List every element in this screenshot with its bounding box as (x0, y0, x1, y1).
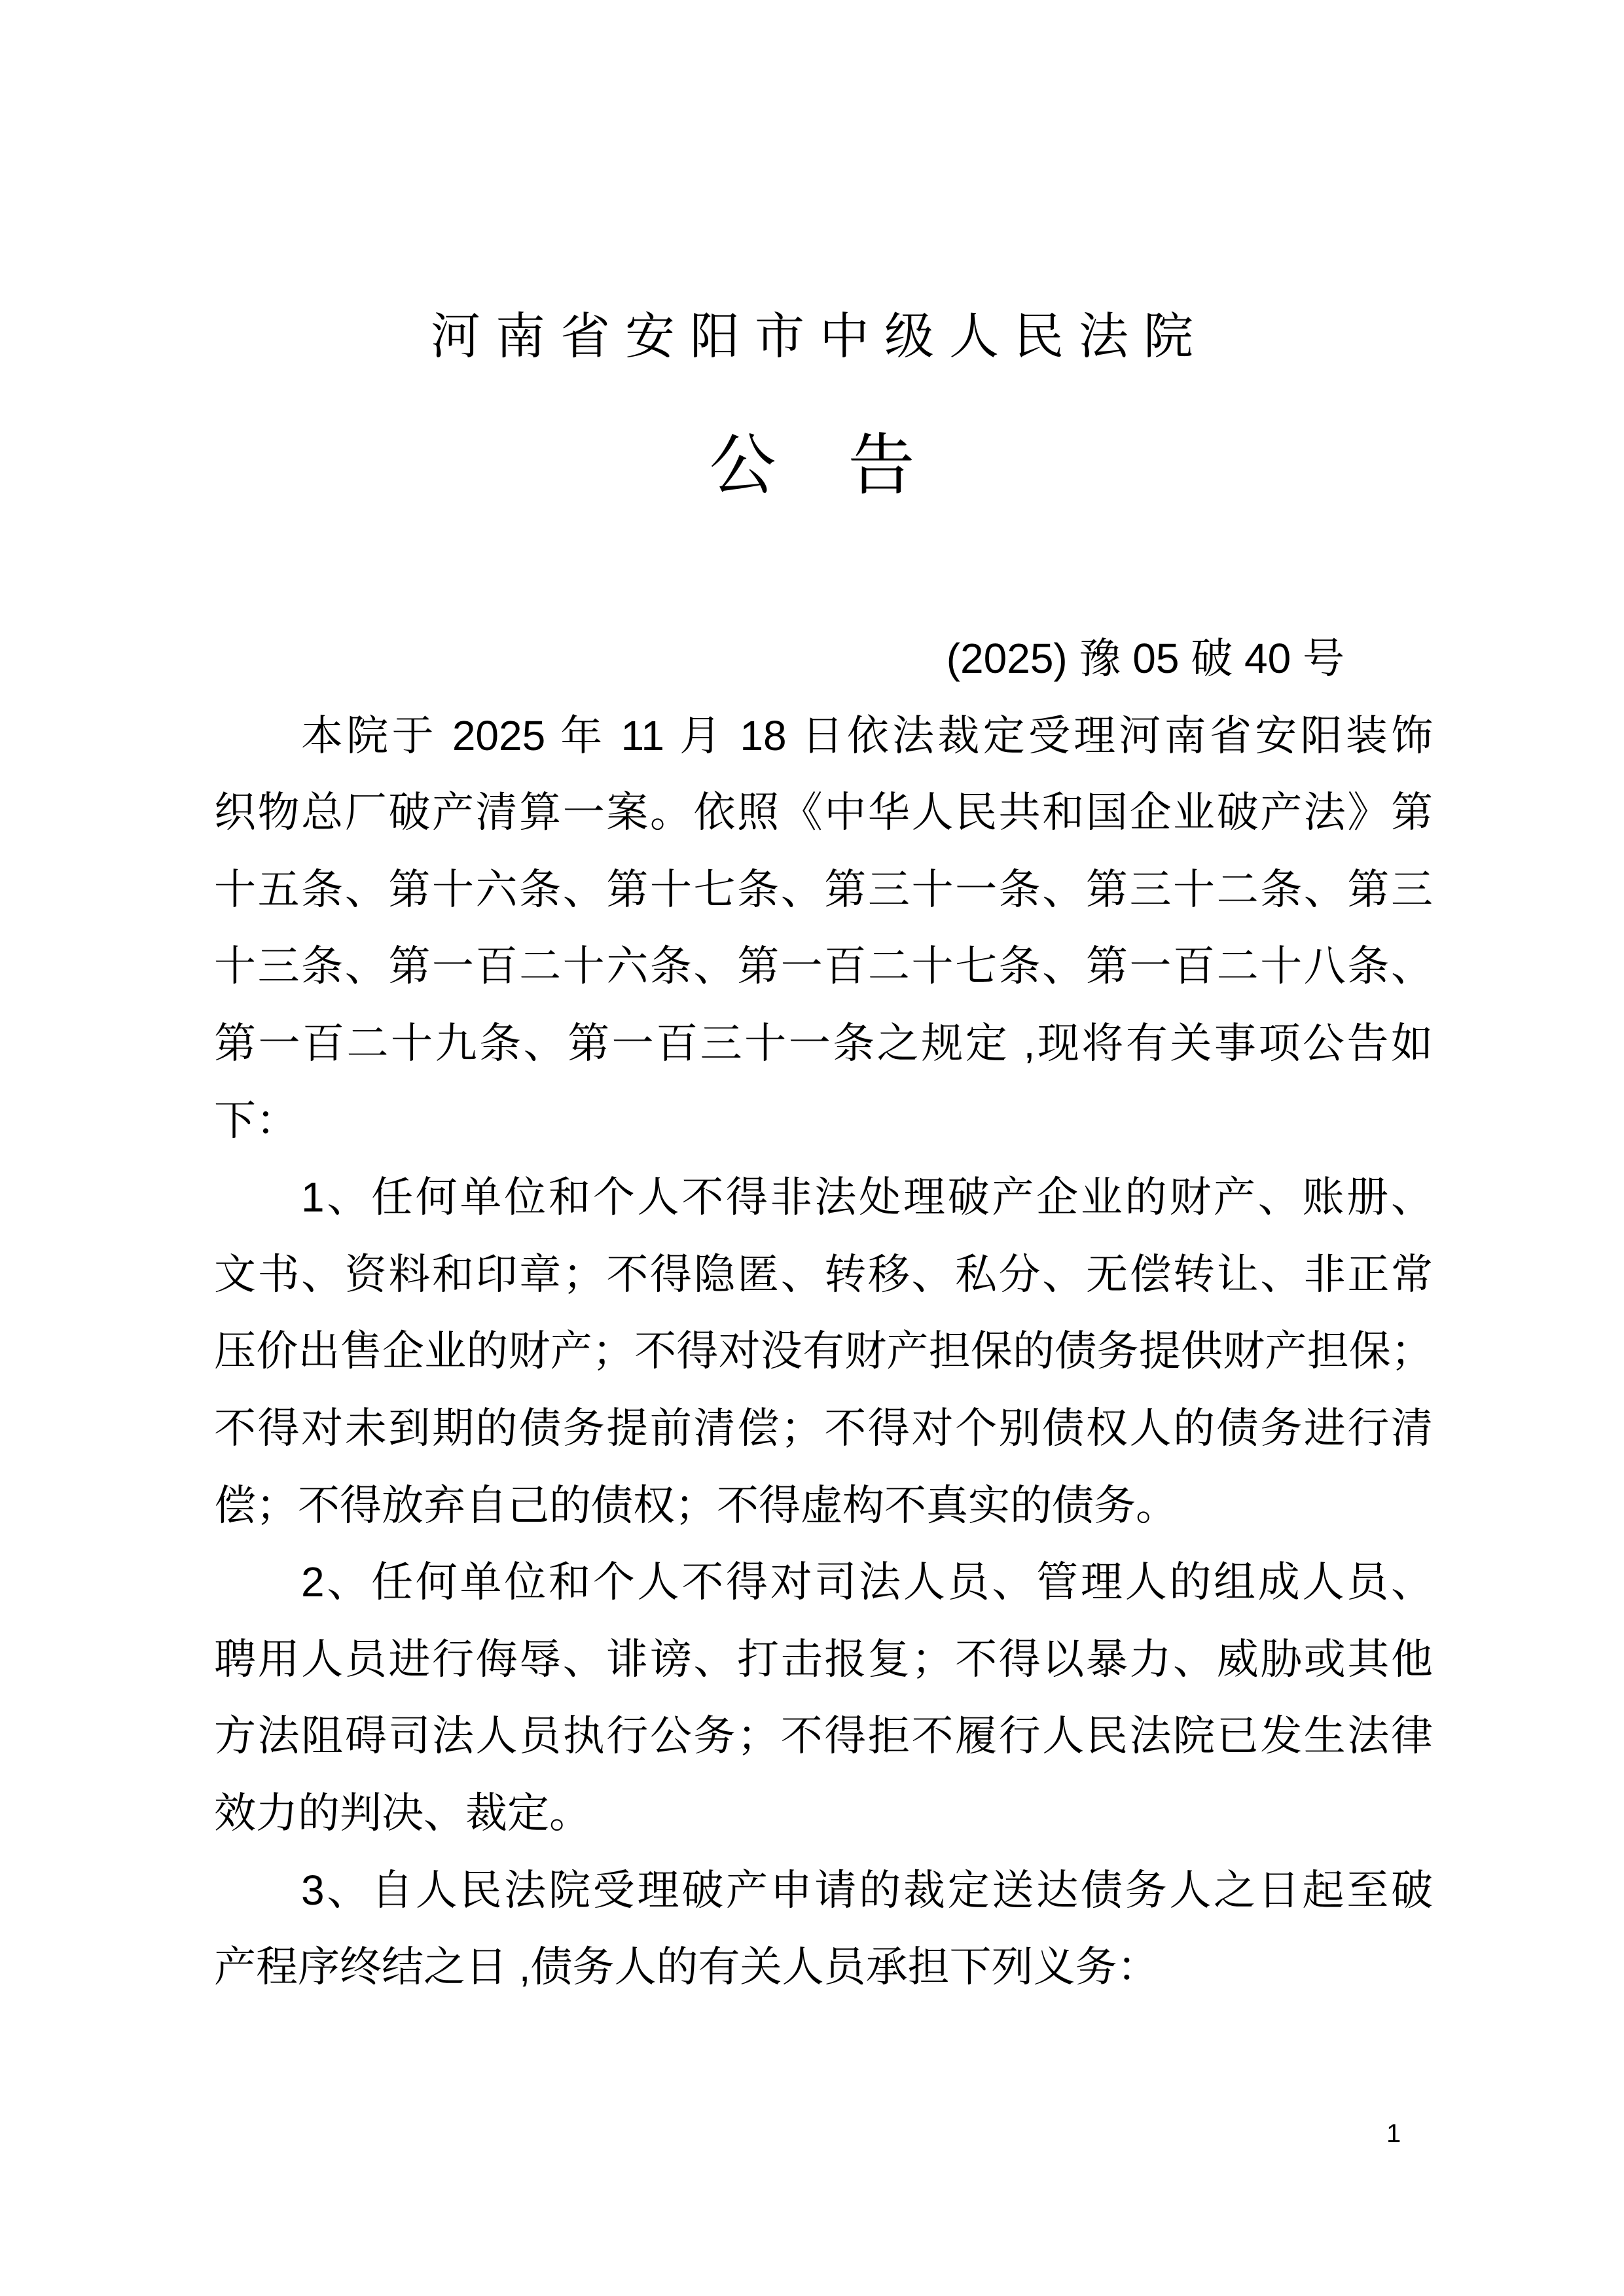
body-line: 本院于 2025 年 11 月 18 日依法裁定受理河南省安阳装饰 (301, 711, 1433, 759)
body-line: 下： (214, 1096, 298, 1144)
body-line: 1、任何单位和个人不得非法处理破产企业的财产、账册、 (301, 1174, 1433, 1221)
body-line: 第一百二十九条、第一百三十一条之规定 ,现将有关事项公告如 (214, 1019, 1433, 1067)
body-line: 效力的判决、裁定。 (214, 1789, 591, 1837)
body-line: 压价出售企业的财产；不得对没有财产担保的债务提供财产担保； (214, 1327, 1433, 1375)
document-content (214, 620, 1433, 2006)
body-line: 产程序终结之日 ,债务人的有关人员承担下列义务： (214, 1943, 1159, 1991)
body-line: 织物总厂破产清算一案。依照《中华人民共和国企业破产法》第 (214, 789, 1433, 836)
court-name-title: 河南省安阳市中级人民法院 (431, 310, 1208, 365)
body-line: 不得对未到期的债务提前清偿；不得对个别债权人的债务进行清 (214, 1404, 1433, 1452)
document-body (214, 698, 1433, 2006)
body-line: 方法阻碍司法人员执行公务；不得拒不履行人民法院已发生法律 (214, 1712, 1433, 1760)
body-line: 文书、资料和印章；不得隐匿、转移、私分、无偿转让、非正常 (214, 1250, 1433, 1298)
body-line: 3、自人民法院受理破产申请的裁定送达债务人之日起至破 (301, 1866, 1433, 1914)
body-line: 聘用人员进行侮辱、诽谤、打击报复；不得以暴力、威胁或其他 (214, 1635, 1433, 1683)
body-line: 十三条、第一百二十六条、第一百二十七条、第一百二十八条、 (214, 942, 1433, 990)
page-number: 1 (1386, 2119, 1401, 2148)
case-number: (2025) 豫 05 破 40 号 (946, 635, 1344, 682)
document-type-title: 公告 (709, 429, 987, 503)
body-line: 十五条、第十六条、第十七条、第三十一条、第三十二条、第三 (214, 865, 1433, 913)
body-line: 2、任何单位和个人不得对司法人员、管理人的组成人员、 (301, 1558, 1433, 1606)
body-line: 偿；不得放弃自己的债权；不得虚构不真实的债务。 (214, 1481, 1178, 1529)
